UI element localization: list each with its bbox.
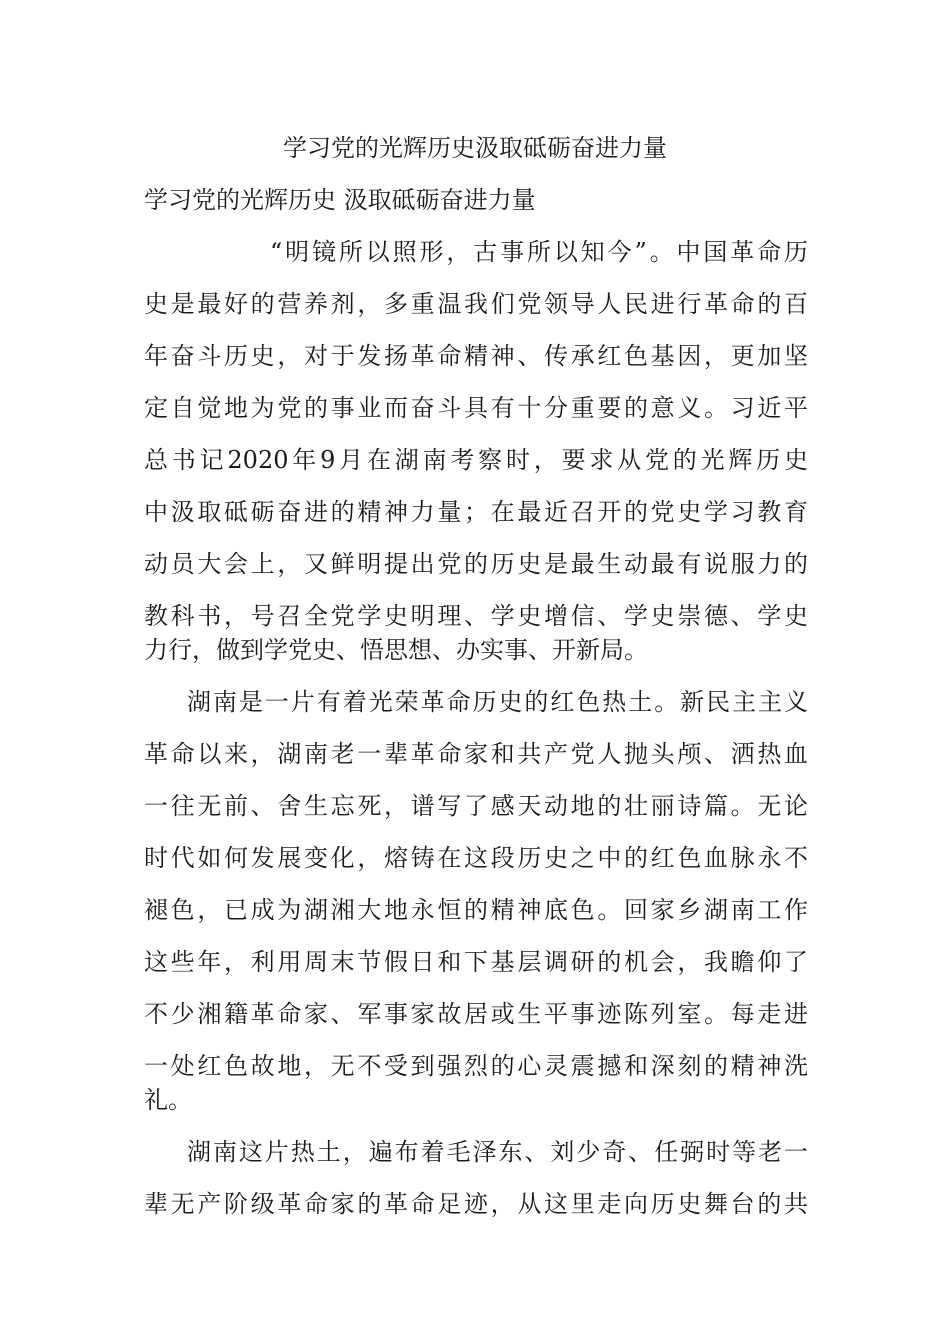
paragraph-line: 力行，做到学党史、悟思想、办实事、开新局。 <box>144 636 648 664</box>
document-subtitle: 学习党的光辉历史 汲取砥砺奋进力量 <box>144 186 536 214</box>
paragraph-line: 礼。 <box>144 1086 192 1114</box>
paragraph-line: 一往无前、舍生忘死，谱写了感天动地的壮丽诗篇。无论 <box>144 792 808 820</box>
paragraph-line: 辈无产阶级革命家的革命足迹，从这里走向历史舞台的共 <box>144 1190 808 1218</box>
document-title: 学习党的光辉历史汲取砥砺奋进力量 <box>283 134 667 162</box>
paragraph-line: 革命以来，湖南老一辈革命家和共产党人抛头颅、洒热血 <box>144 740 808 768</box>
paragraph-line: 年奋斗历史，对于发扬革命精神、传承红色基因，更加坚 <box>144 342 808 370</box>
paragraph-line: 不少湘籍革命家、军事家故居或生平事迹陈列室。每走进 <box>144 1000 808 1028</box>
paragraph-line: 湖南这片热土，遍布着毛泽东、刘少奇、任弼时等老一 <box>187 1138 808 1166</box>
paragraph-line: 褪色，已成为湖湘大地永恒的精神底色。回家乡湖南工作 <box>144 896 808 924</box>
paragraph-line: 教科书，号召全党学史明理、学史增信、学史崇德、学史 <box>144 602 808 630</box>
paragraph-line: 中汲取砥砺奋进的精神力量；在最近召开的党史学习教育 <box>144 498 808 526</box>
paragraph-line: 这些年，利用周末节假日和下基层调研的机会，我瞻仰了 <box>144 948 808 976</box>
paragraph-line: 史是最好的营养剂，多重温我们党领导人民进行革命的百 <box>144 290 808 318</box>
paragraph-line: “明镜所以照形，古事所以知今”。中国革命历 <box>270 238 808 266</box>
paragraph-line: 定自觉地为党的事业而奋斗具有十分重要的意义。习近平 <box>144 394 808 422</box>
paragraph-line: 总书记2020年9月在湖南考察时，要求从党的光辉历史 <box>144 446 808 474</box>
paragraph-line: 湖南是一片有着光荣革命历史的红色热土。新民主主义 <box>187 688 808 716</box>
paragraph-line: 时代如何发展变化，熔铸在这段历史之中的红色血脉永不 <box>144 844 808 872</box>
paragraph-line: 动员大会上，又鲜明提出党的历史是最生动最有说服力的 <box>144 550 808 578</box>
paragraph-line: 一处红色故地，无不受到强烈的心灵震撼和深刻的精神洗 <box>144 1052 808 1080</box>
